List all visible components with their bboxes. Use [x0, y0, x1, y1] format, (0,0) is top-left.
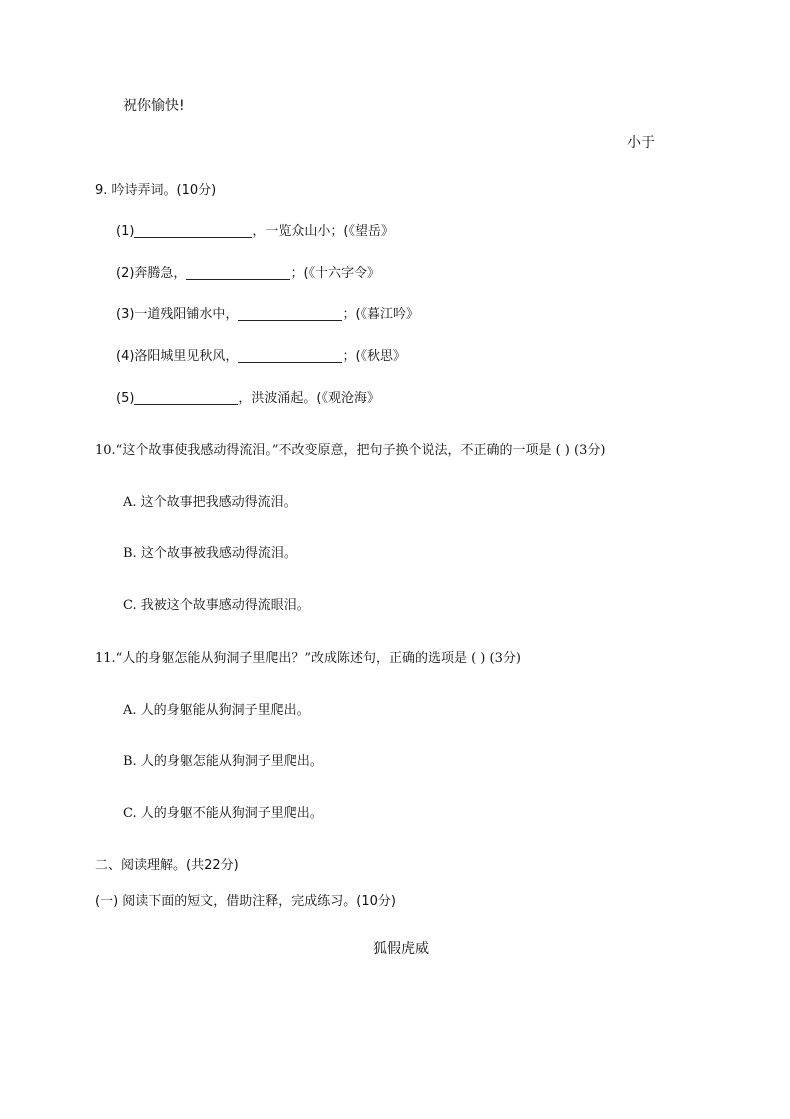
q9-blank-5[interactable] [134, 390, 238, 405]
q9-item-after: ；(《暮江吟》 [342, 307, 420, 322]
q11-title: 11.“人的身躯怎能从狗洞子里爬出？”改成陈述句，正确的选项是 ( ) (3分) [95, 651, 521, 666]
option-letter: A. [123, 495, 137, 510]
q10-option-a[interactable] [123, 494, 297, 512]
section2-title: 二、阅读理解。(共22分) [95, 858, 239, 873]
q10-option-b[interactable] [123, 545, 297, 563]
q9-item-after: ，一览众山小；(《望岳》 [252, 224, 394, 239]
q9-item-num: (2) [116, 266, 135, 281]
q9-item-2 [116, 265, 380, 283]
q11-option-c[interactable] [123, 805, 323, 823]
q9-blank-4[interactable] [238, 348, 342, 363]
option-letter: C. [123, 598, 137, 613]
q9-item-num: (4) [116, 349, 135, 364]
q9-item-after: ；(《十六字令》 [290, 266, 381, 281]
option-text: 我被这个故事感动得流眼泪。 [140, 598, 310, 613]
story-title: 狐假虎威 [373, 941, 429, 957]
letter-signature: 小于 [627, 135, 655, 151]
q9-item-num: (3) [116, 307, 135, 322]
option-letter: B. [123, 754, 137, 769]
letter-closing: 祝你愉快! [123, 98, 185, 114]
option-text: 人的身躯能从狗洞子里爬出。 [140, 703, 310, 718]
q9-item-1 [116, 223, 394, 241]
option-letter: C. [123, 806, 137, 821]
option-letter: B. [123, 546, 137, 561]
q9-item-5 [116, 390, 380, 408]
q10-title: 10.“这个故事使我感动得流泪。”不改变原意，把句子换个说法，不正确的一项是 ( ) (3分) [95, 443, 606, 458]
q9-title: 9. 吟诗弄词。(10分) [95, 183, 217, 198]
option-text: 人的身躯怎能从狗洞子里爬出。 [140, 754, 323, 769]
q9-item-before: 一道残阳铺水中， [134, 307, 239, 322]
q9-blank-2[interactable] [186, 265, 290, 280]
q9-item-4 [116, 348, 406, 366]
q9-item-before: 奔腾急， [134, 266, 187, 281]
q9-item-num: (1) [116, 224, 135, 239]
q11-option-a[interactable] [123, 702, 310, 720]
q9-item-3 [116, 306, 419, 324]
option-letter: A. [123, 703, 137, 718]
q9-blank-1[interactable] [134, 223, 252, 238]
q9-item-before: 洛阳城里见秋风， [134, 349, 239, 364]
q9-item-after: ，洪波涌起。(《观沧海》 [238, 391, 380, 406]
q9-blank-3[interactable] [238, 306, 342, 321]
q11-option-b[interactable] [123, 753, 323, 771]
q9-item-num: (5) [116, 391, 135, 406]
option-text: 这个故事被我感动得流泪。 [140, 546, 297, 561]
option-text: 人的身躯不能从狗洞子里爬出。 [140, 806, 323, 821]
option-text: 这个故事把我感动得流泪。 [140, 495, 297, 510]
section2-subtitle: (一) 阅读下面的短文，借助注释，完成练习。(10分) [95, 894, 396, 909]
q9-item-after: ；(《秋思》 [342, 349, 407, 364]
q10-option-c[interactable] [123, 597, 310, 615]
